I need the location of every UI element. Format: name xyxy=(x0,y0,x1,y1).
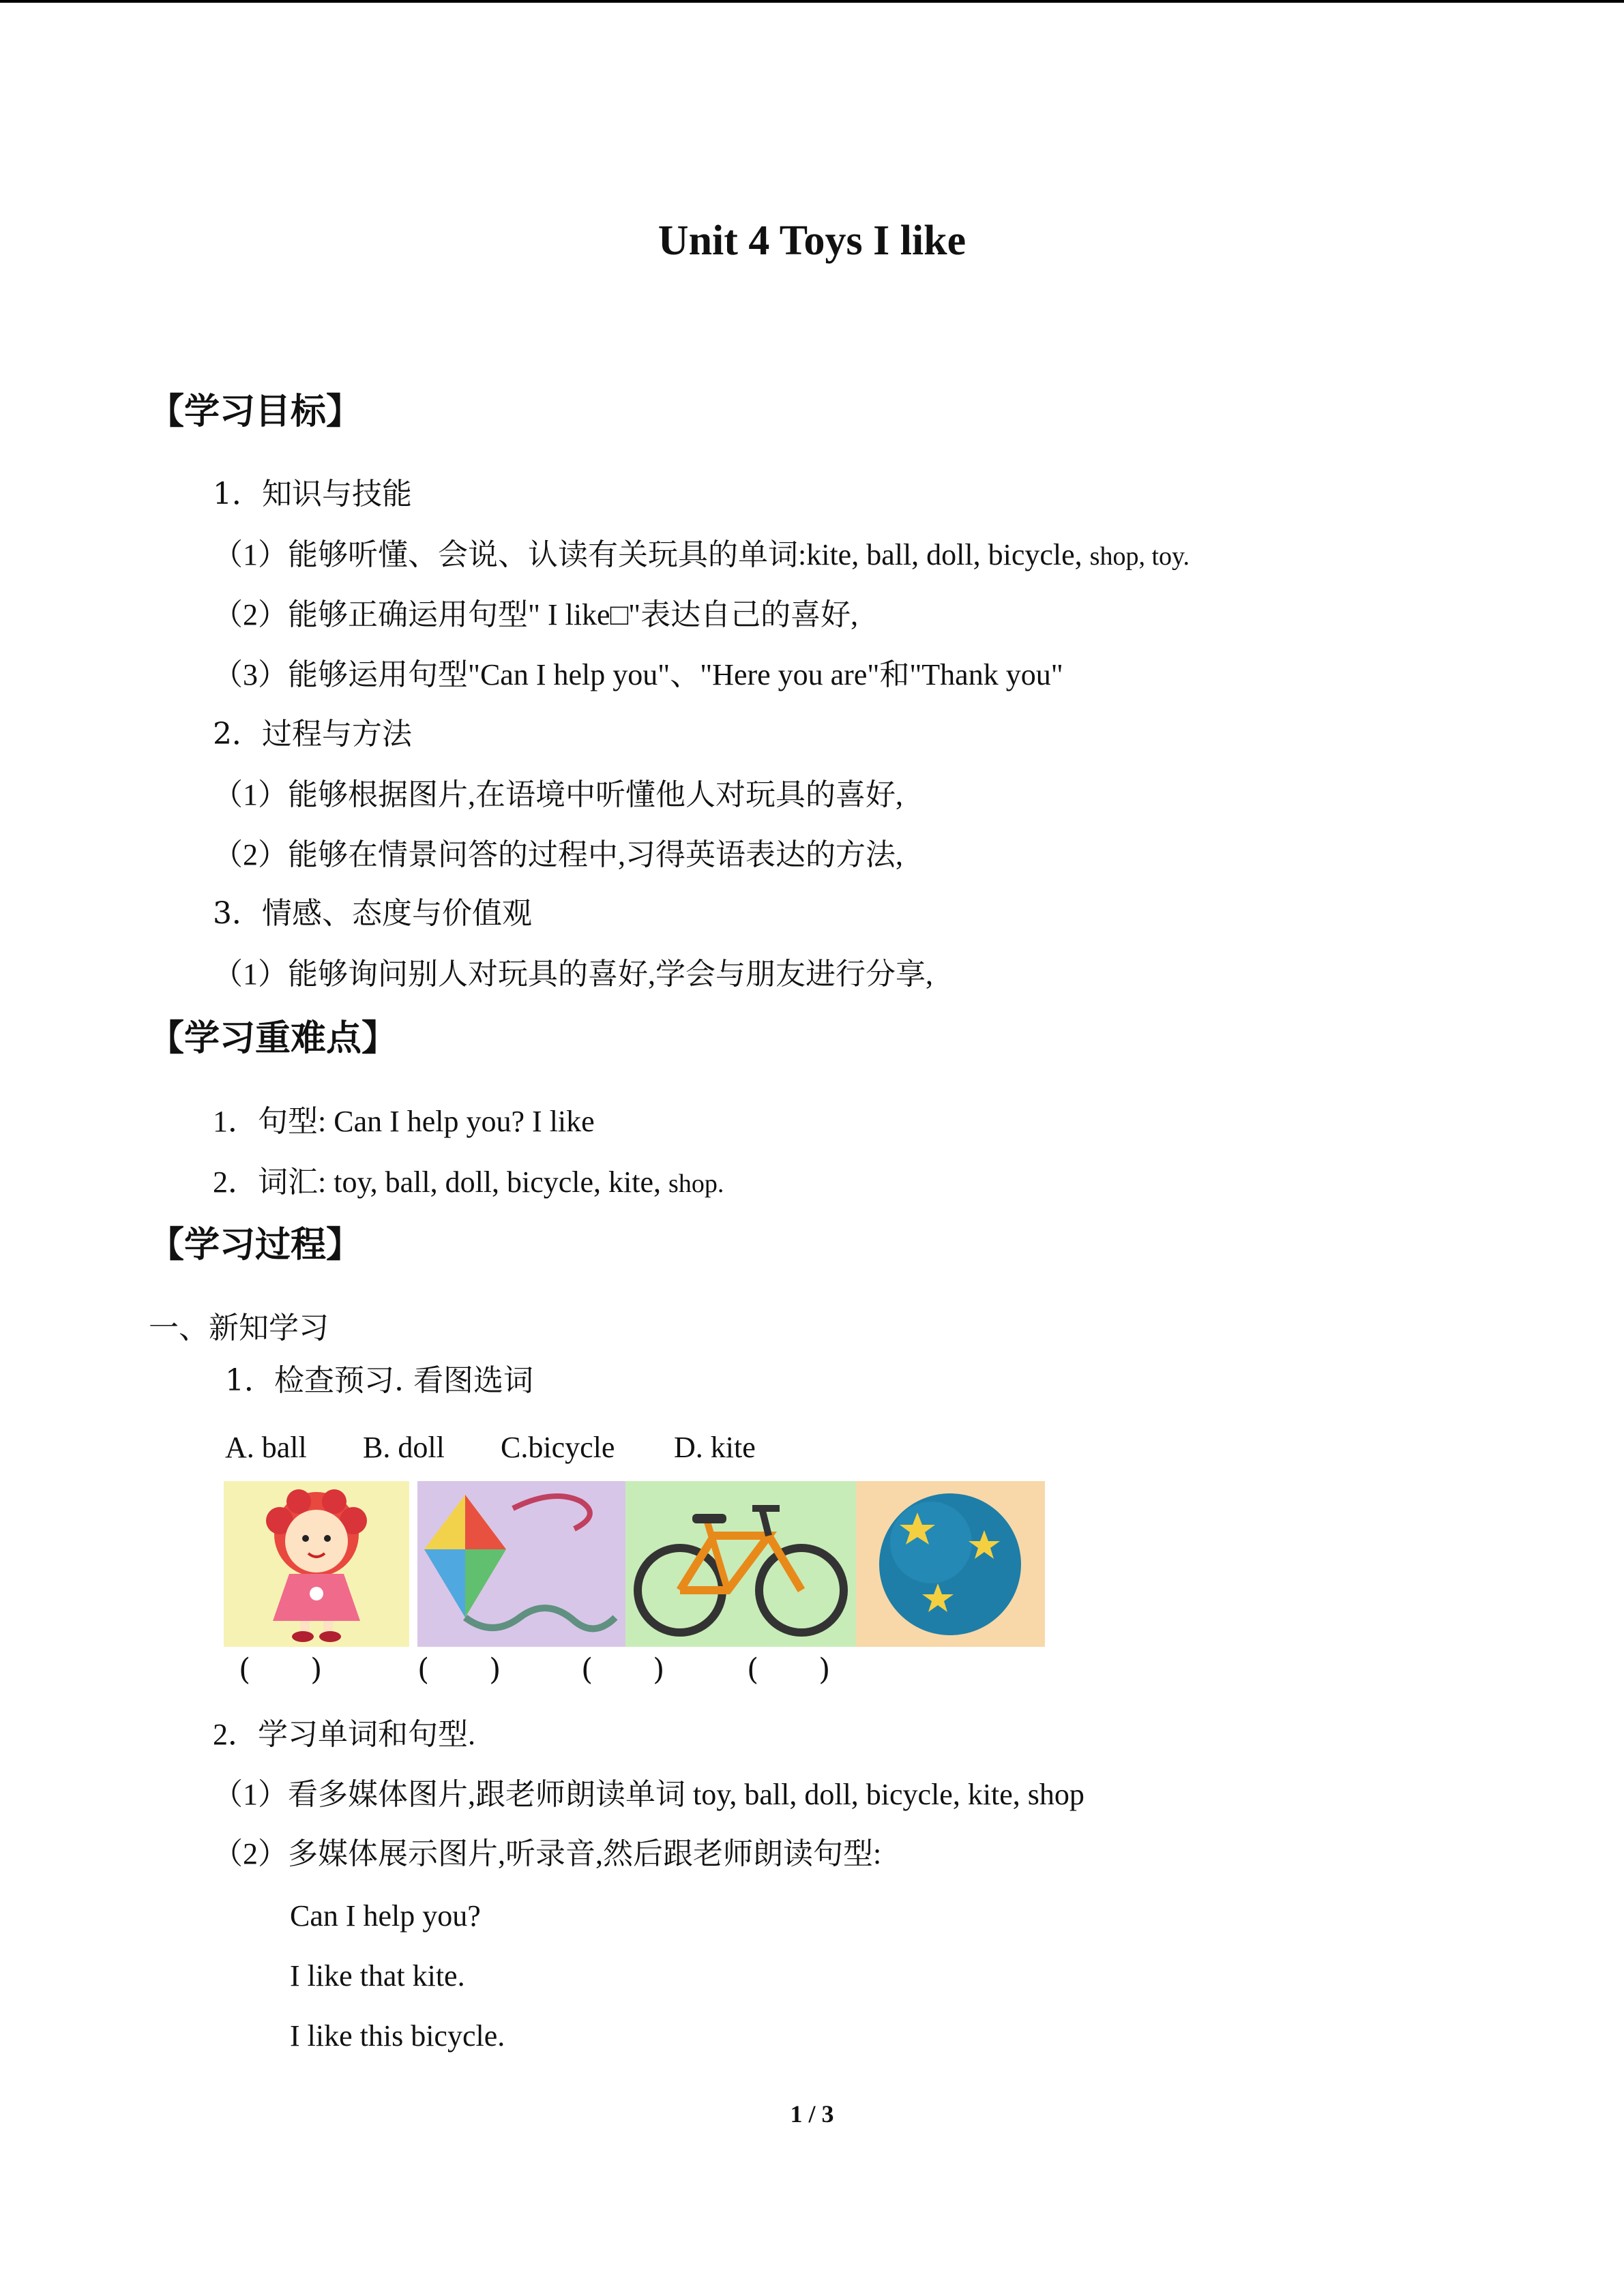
objective-2-2: （2）能够在情景问答的过程中,习得英语表达的方法, xyxy=(213,838,903,871)
difficulty-1: 1．句型: Can I help you? I like xyxy=(213,1105,595,1138)
answer-blank-1[interactable]: ( ) xyxy=(239,1652,323,1687)
part-1-heading: 一、新知学习 xyxy=(149,1311,329,1345)
sentence-2: I like that kite. xyxy=(290,1959,465,1993)
bicycle-picture xyxy=(625,1481,856,1647)
doll-icon xyxy=(224,1481,409,1647)
step-2-1: （1）看多媒体图片,跟老师朗读单词 toy, ball, doll, bicycle, kite, shop xyxy=(213,1778,1084,1811)
sentence-3: I like this bicycle. xyxy=(290,2019,505,2053)
bicycle-icon xyxy=(625,1481,856,1647)
top-border xyxy=(0,0,1624,3)
option-d: D. kite xyxy=(674,1431,756,1464)
difficulty-heading: 【学习重难点】 xyxy=(149,1017,398,1059)
option-a: A. ball xyxy=(225,1431,307,1464)
step-1-heading: 1．检查预习. 看图选词 xyxy=(225,1363,533,1398)
page-title: Unit 4 Toys I like xyxy=(658,218,966,264)
objective-1-3: （3）能够运用句型"Can I help you"、"Here you are"和"Thank you" xyxy=(213,658,1063,691)
process-heading: 【学习过程】 xyxy=(149,1224,362,1266)
step-2-heading: 2．学习单词和句型. xyxy=(213,1718,475,1751)
answer-blank-3[interactable]: ( ) xyxy=(581,1652,665,1687)
option-c: C.bicycle xyxy=(501,1431,615,1464)
kite-icon xyxy=(417,1481,625,1647)
kite-picture xyxy=(417,1481,625,1647)
objective-3-heading: 3．情感、态度与价值观 xyxy=(213,896,532,931)
objective-3-1: （1）能够询问别人对玩具的喜好,学会与朋友进行分享, xyxy=(213,957,933,991)
ball-picture xyxy=(856,1481,1045,1647)
ball-icon xyxy=(856,1481,1045,1647)
option-b: B. doll xyxy=(363,1431,445,1464)
objective-1-2: （2）能够正确运用句型" I like□"表达自己的喜好, xyxy=(213,598,859,631)
objectives-heading: 【学习目标】 xyxy=(149,391,362,432)
page-number: 1 / 3 xyxy=(790,2100,834,2128)
answer-blank-2[interactable]: ( ) xyxy=(417,1652,501,1687)
doll-picture xyxy=(224,1481,409,1647)
objective-2-1: （1）能够根据图片,在语境中听懂他人对玩具的喜好, xyxy=(213,778,903,811)
difficulty-2: 2．词汇: toy, ball, doll, bicycle, kite, shop. xyxy=(213,1165,724,1199)
step-2-2: （2）多媒体展示图片,听录音,然后跟老师朗读句型: xyxy=(213,1837,882,1870)
sentence-1: Can I help you? xyxy=(290,1899,481,1933)
objective-1-1: （1）能够听懂、会说、认读有关玩具的单词:kite, ball, doll, bicycle, shop, toy. xyxy=(213,538,1190,571)
answer-blank-4[interactable]: ( ) xyxy=(747,1652,831,1687)
objective-1-heading: 1．知识与技能 xyxy=(213,477,412,511)
objective-2-heading: 2．过程与方法 xyxy=(213,717,412,751)
